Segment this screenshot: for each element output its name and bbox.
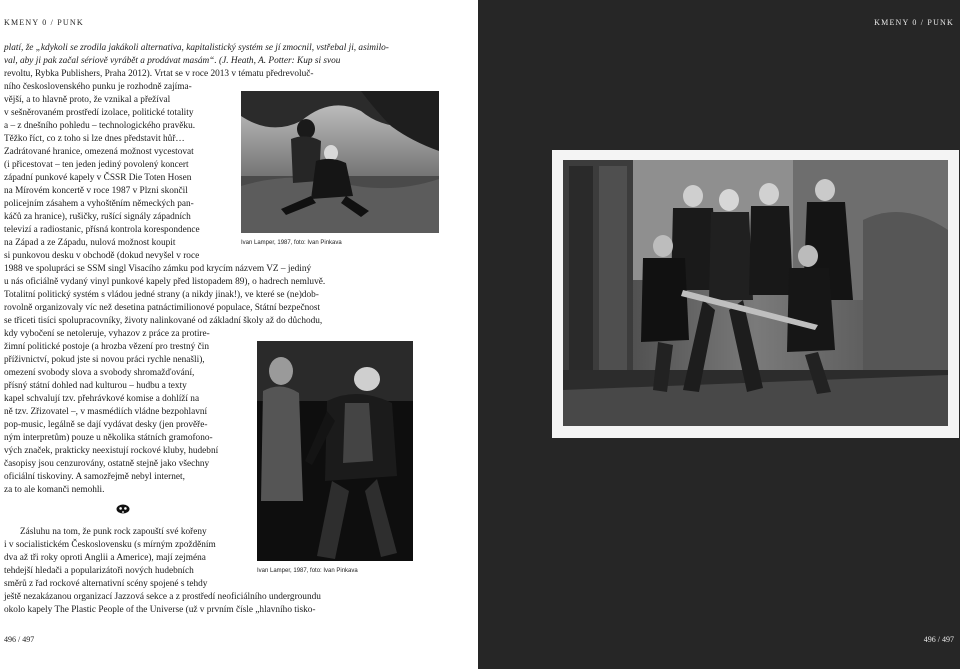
page-number-left: 496 / 497 (4, 635, 35, 644)
body-line: v sešněrovaném prostředí izolace, politické totality (4, 108, 194, 118)
body-line: oficiální tiskoviny. A samozřejmě nebyl internet, (4, 472, 185, 482)
body-line: tehdejší hledači a popularizátoři nových hudebních (4, 566, 194, 576)
body-line: na Západ a ze Západu, nulová možnost koupit (4, 238, 176, 248)
running-header-right: KMENY 0 / PUNK (874, 18, 954, 27)
photo-punk-leaning-back (257, 341, 413, 561)
body-line: na Mírovém koncertě v roce 1987 v Plzni skončil (4, 186, 188, 196)
body-line: směrů z řad rockové alternativní scény spojené s tehdy (4, 579, 208, 589)
body-line: i v socialistickém Československu (s mírným zpožděním (4, 540, 216, 550)
body-line: Zadrátované hranice, omezená možnost vycestovat (4, 147, 194, 157)
body-line: ještě nezakázanou organizací Jazzová sekce a z prostředí neoficiálního undergroundu (4, 592, 321, 602)
body-line: 1988 ve spolupráci se SSM singl Visacího zámku pod krycím názvem VZ – jediný (4, 264, 312, 274)
photo-caption: Ivan Lamper, 1987, foto: Ivan Pinkava (257, 568, 358, 574)
body-line: (i přicestovat – ten jeden jediný povolený koncert (4, 160, 189, 170)
body-line: val, aby ji pak začal sériově vyrábět a prodávat masám“. (J. Heath, A. Potter: Kup si svou (4, 56, 341, 66)
body-line: Totalitní politický systém s vládou jedné strany (a nikdy jinak!), ve které se (ne)dob- (4, 290, 319, 300)
body-line: Těžko říct, co z toho si lze dnes představit hůř… (4, 134, 185, 144)
body-line: Zásluhu na tom, že punk rock zapouští své kořeny (20, 527, 207, 537)
body-line: dva až tři roky oproti Anglii a Americe), mají zejména (4, 553, 206, 563)
body-line: kapel schvalují tzv. přehrávkové komise a dohlíží na (4, 394, 200, 404)
body-line: okolo kapely The Plastic People of the Universe (už v prvním čísle „hlavního tisko- (4, 605, 316, 615)
body-line: vých značek, prakticky neexistují rockové kluby, hudební (4, 446, 219, 456)
running-header-left: KMENY 0 / PUNK (4, 18, 84, 27)
body-line: za to ale komanči nemohli. (4, 485, 105, 495)
body-line: u nás oficiálně vydaný vinyl punkové kapely před listopadem 89), o hadrech nemluvě. (4, 277, 326, 287)
body-line: si punkovou desku v obchodě (dokud nevyšel v roce (4, 251, 200, 261)
body-line: ního československého punku je rozhodně zajíma- (4, 82, 192, 92)
body-line: vější, a to hlavně proto, že vznikal a přežíval (4, 95, 171, 105)
skull-ornament-icon (116, 504, 130, 514)
body-line: přísný státní dohled nad kulturou – hudbu a texty (4, 381, 187, 391)
body-line: ně tzv. Zřizovatel –, v masmédiích vládne bezpohlavní (4, 407, 208, 417)
body-line: příživnictví, pokud jste si novou práci rychle nenašli), (4, 355, 205, 365)
body-line: káčů za hranice), rušičky, rušící signály západních (4, 212, 191, 222)
photo-punk-band-group (563, 160, 948, 426)
photo-punks-on-grass (241, 91, 439, 233)
body-line: omezení svobody slova a svobody shromažďování, (4, 368, 195, 378)
body-line: policejním zásahem a vyhoštěním německých pan- (4, 199, 194, 209)
photo-caption: Ivan Lamper, 1987, foto: Ivan Pinkava (241, 240, 342, 246)
body-line: žimní politické postoje (a hrozba vězení pro trestný čin (4, 342, 209, 352)
body-line: revoltu, Rybka Publishers, Praha 2012). Vrtat se v roce 2013 v tématu předrevoluč- (4, 69, 314, 79)
body-line: pop-music, legálně se dají vydávat desky (jen prověře- (4, 420, 208, 430)
body-line: se třiceti tisíci spolupracovníky, životy nalinkované od základní školy až do důchodu, (4, 316, 323, 326)
body-line: západní punkové kapely v ČSSR Die Toten Hosen (4, 173, 192, 183)
body-line: časopisy jsou cenzurovány, ostatně stejně jako všechny (4, 459, 210, 469)
body-line: platí, že „kdykoli se zrodila jakákoli alternativa, kapitalistický systém se jí zmocnil, vstřebal ji, asimilo- (4, 43, 389, 53)
body-line: kdy vybočení se netoleruje, vyhazov z práce za protire- (4, 329, 210, 339)
body-line: televizí a radiostanic, přísná kontrola korespondence (4, 225, 200, 235)
page-number-right: 496 / 497 (923, 635, 954, 644)
body-line: rovolně organizovaly víc než desetina patnáctimilionové populace, Státní bezpečnost (4, 303, 321, 313)
body-line: a – z dnešního pohledu – technologického pravěku. (4, 121, 196, 131)
body-line: ným interpretům) pouze u několika státních gramofono- (4, 433, 213, 443)
